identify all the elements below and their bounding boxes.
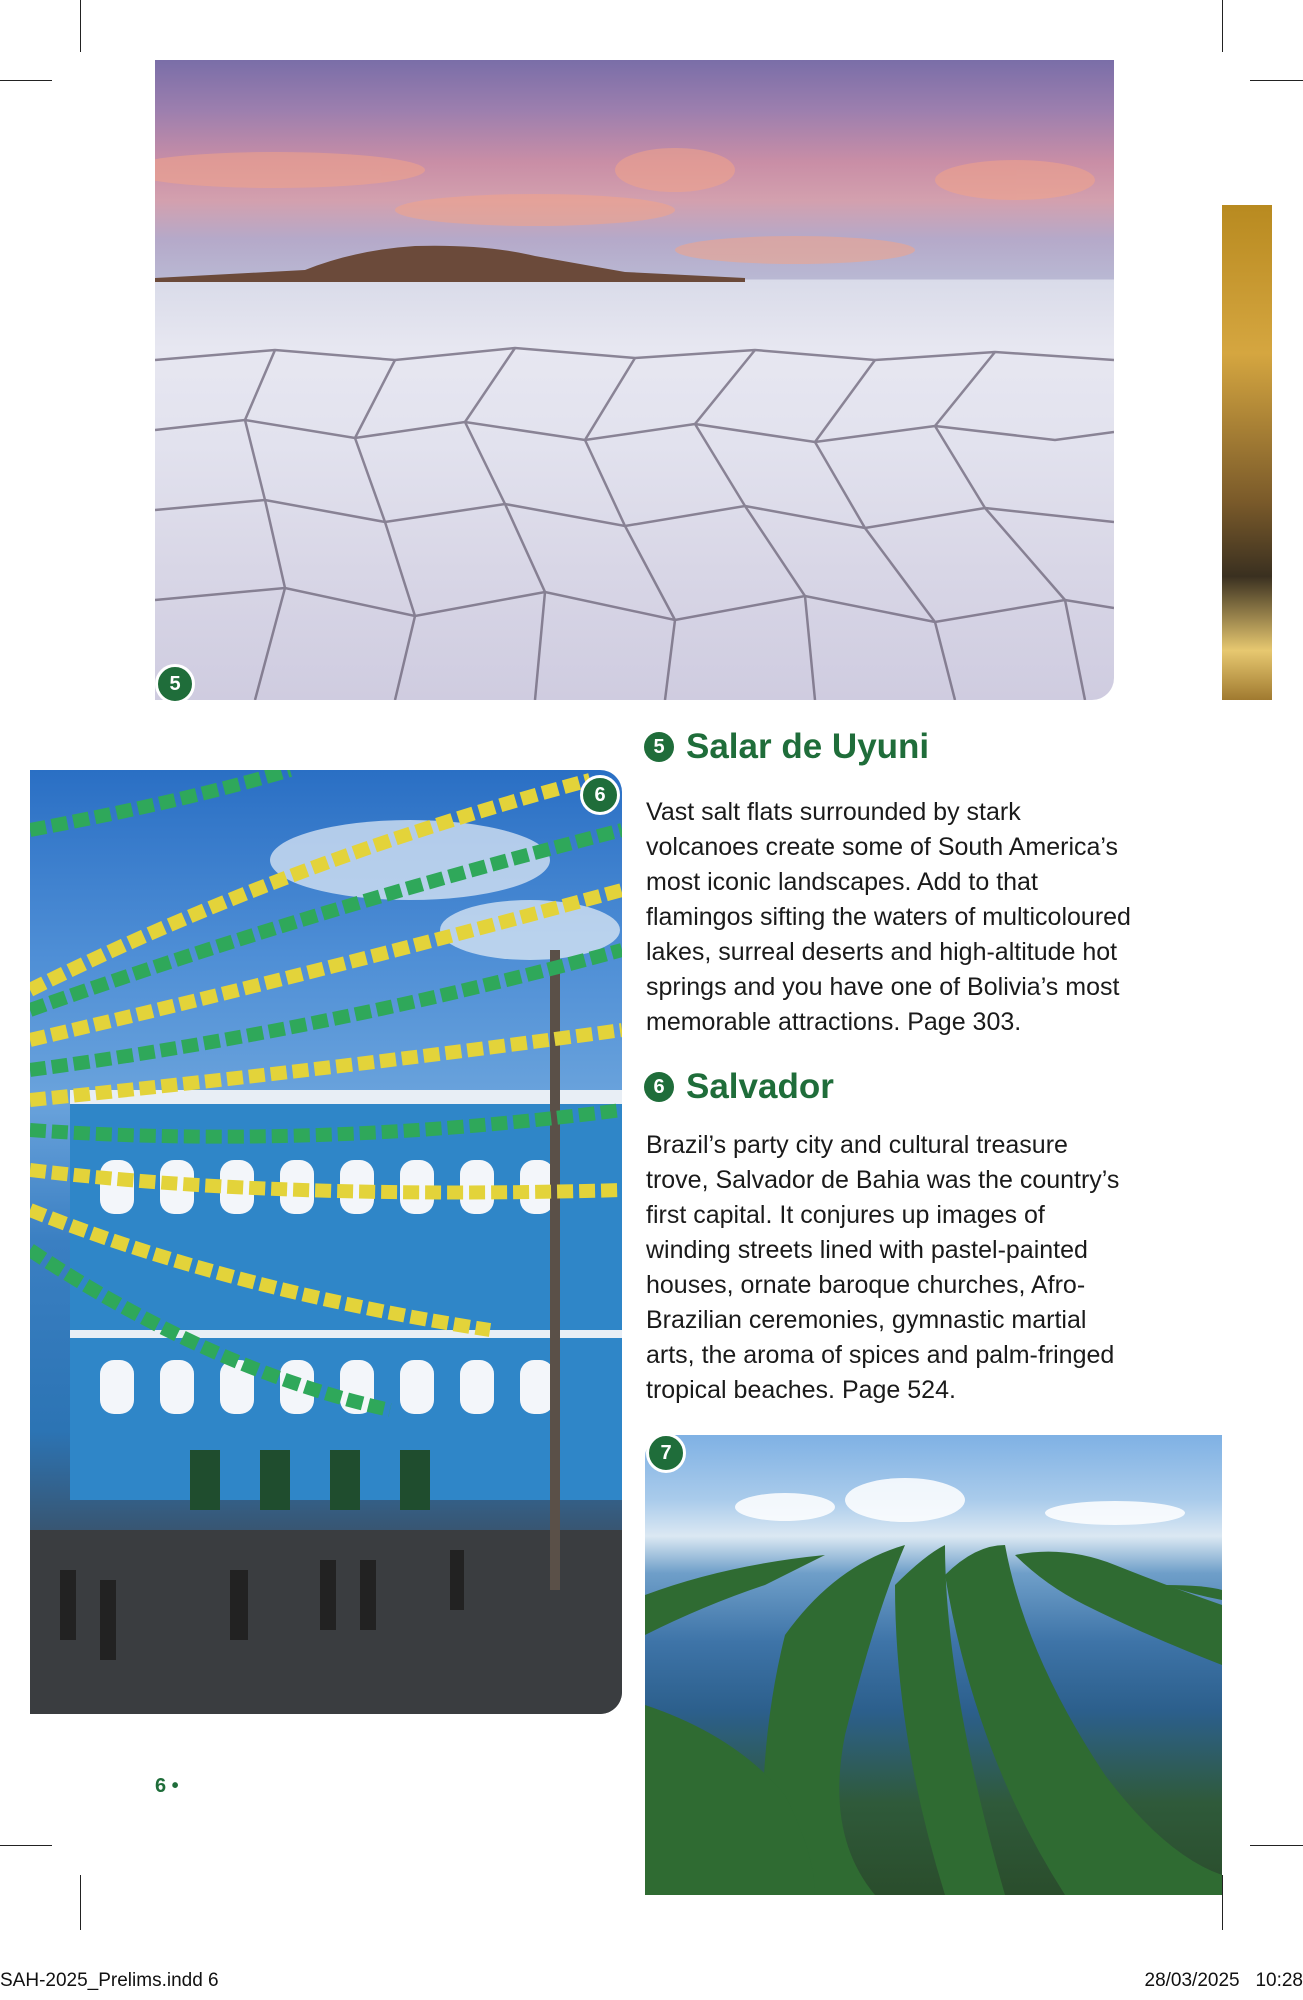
salar-de-uyuni-photo xyxy=(155,60,1114,700)
slug-file-info: SAH-2025_Prelims.indd 6 xyxy=(0,1970,219,1991)
section-number: 5 xyxy=(644,732,674,762)
crop-mark xyxy=(1250,80,1303,81)
section-body: Vast salt flats surrounded by stark volcanoes create some of South America’s most iconic landscapes. Add to that flamingos sifting the waters of multicoloured lakes, surreal deserts and high-altitude hot springs and you have one of Bolivia’s most memorable attractions. Page 303. xyxy=(646,798,1131,1036)
amazon-river-photo xyxy=(645,1435,1222,1895)
crop-mark xyxy=(0,1845,52,1846)
adjacent-page-photo xyxy=(1222,205,1272,700)
crop-mark xyxy=(1250,1845,1303,1846)
salvador-photo xyxy=(30,770,622,1714)
page-number: 6 • xyxy=(155,1775,179,1797)
crop-mark xyxy=(80,1875,81,1930)
slug-date: 28/03/2025 10:28 xyxy=(1144,1970,1303,1991)
photo-number-badge: 5 xyxy=(155,664,195,704)
crop-mark xyxy=(80,0,81,52)
section-number: 6 xyxy=(644,1072,674,1102)
section-title: Salar de Uyuni xyxy=(686,727,930,766)
crop-mark xyxy=(1222,0,1223,52)
photo-number-badge: 7 xyxy=(646,1433,686,1473)
crop-mark xyxy=(1222,1875,1223,1930)
section-title: Salvador xyxy=(686,1067,834,1106)
section-heading xyxy=(644,727,929,767)
crop-mark xyxy=(0,80,52,81)
section-heading xyxy=(644,1067,834,1107)
photo-number-badge: 6 xyxy=(580,775,620,815)
section-body: Brazil’s party city and cultural treasure trove, Salvador de Bahia was the country’s first capital. It conjures up images of winding streets lined with pastel-painted houses, ornate baroque churches, Afro-Brazilian ceremonies, gymnastic martial arts, the aroma of spices and palm-fringed tropical beaches. Page 524. xyxy=(646,1131,1120,1404)
